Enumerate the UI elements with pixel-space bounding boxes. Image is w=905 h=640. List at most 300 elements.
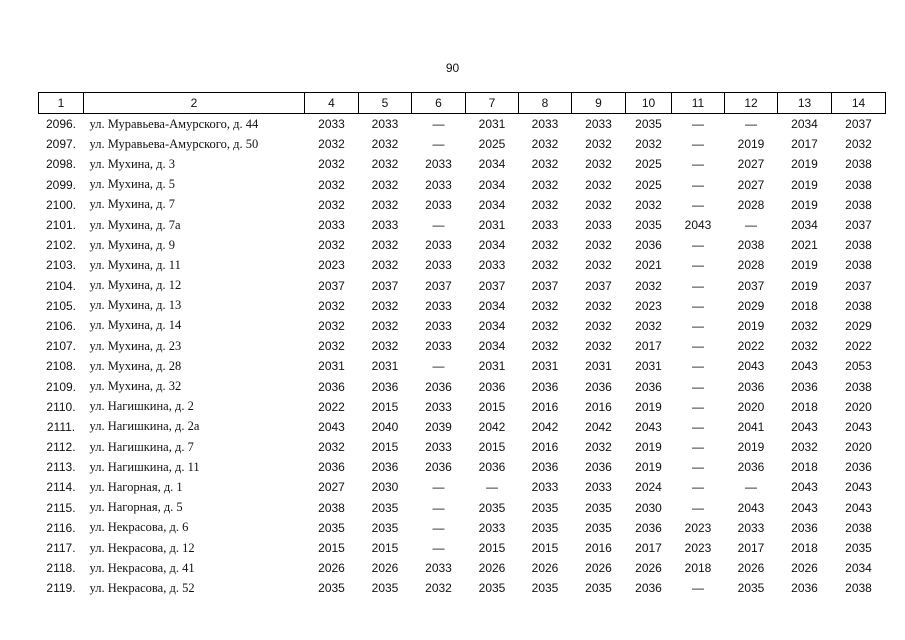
year-cell: 2019 bbox=[791, 197, 818, 212]
row-number: 2110. bbox=[46, 399, 76, 414]
year-cell: 2015 bbox=[478, 399, 506, 414]
year-cell: — bbox=[692, 460, 704, 475]
year-cell: 2037 bbox=[737, 278, 765, 293]
year-cell: 2035 bbox=[585, 500, 612, 515]
year-cell: 2033 bbox=[425, 197, 452, 212]
year-cell: 2033 bbox=[585, 117, 612, 132]
year-cell: 2032 bbox=[635, 318, 662, 333]
year-cell: 2035 bbox=[318, 581, 345, 596]
year-cell: 2022 bbox=[845, 339, 872, 354]
row-number: 2109. bbox=[45, 379, 77, 394]
year-cell: — bbox=[692, 258, 704, 273]
year-cell: 2027 bbox=[318, 480, 345, 495]
year-cell: 2032 bbox=[791, 440, 818, 455]
year-cell: 2015 bbox=[531, 541, 559, 556]
table-row bbox=[39, 195, 886, 215]
year-cell: 2019 bbox=[635, 399, 662, 414]
year-cell: 2032 bbox=[425, 581, 452, 596]
address-cell: ул. Нагишкина, д. 11 bbox=[89, 459, 200, 474]
year-cell: 2043 bbox=[318, 419, 345, 434]
year-cell: 2032 bbox=[531, 157, 559, 172]
year-cell: 2042 bbox=[478, 419, 506, 434]
year-cell: 2027 bbox=[737, 177, 765, 192]
address-cell: ул. Нагишкина, д. 7 bbox=[89, 439, 194, 454]
year-cell: 2019 bbox=[635, 440, 662, 455]
year-cell: 2038 bbox=[845, 197, 872, 212]
address-cell: ул. Мухина, д. 14 bbox=[89, 318, 182, 333]
column-header: 13 bbox=[778, 93, 832, 114]
year-cell: 2035 bbox=[478, 500, 506, 515]
year-cell: 2032 bbox=[531, 298, 559, 313]
year-cell: 2037 bbox=[845, 218, 872, 233]
column-header: 6 bbox=[412, 93, 466, 114]
row-number: 2103. bbox=[45, 258, 77, 273]
year-cell: — bbox=[692, 197, 704, 212]
year-cell: 2033 bbox=[425, 157, 452, 172]
year-cell: 2032 bbox=[531, 238, 559, 253]
year-cell: — bbox=[692, 318, 704, 333]
address-cell: ул. Муравьева-Амурского, д. 50 bbox=[89, 136, 259, 151]
year-cell: 2025 bbox=[635, 177, 662, 192]
year-cell: — bbox=[692, 137, 704, 152]
year-cell: — bbox=[692, 117, 704, 132]
year-cell: — bbox=[432, 541, 445, 556]
year-cell: 2024 bbox=[635, 480, 662, 495]
year-cell: 2016 bbox=[585, 541, 612, 556]
year-cell: 2037 bbox=[478, 278, 506, 293]
year-cell: 2032 bbox=[318, 339, 345, 354]
address-cell: ул. Мухина, д. 7а bbox=[89, 217, 181, 232]
year-cell: 2043 bbox=[737, 500, 765, 515]
year-cell: 2036 bbox=[585, 460, 612, 475]
address-cell: ул. Мухина, д. 28 bbox=[89, 358, 182, 373]
column-header: 5 bbox=[359, 93, 412, 114]
address-cell: ул. Мухина, д. 13 bbox=[89, 298, 182, 313]
year-cell: 2032 bbox=[371, 339, 399, 354]
year-cell: 2033 bbox=[425, 339, 452, 354]
table-row bbox=[39, 498, 886, 518]
address-cell: ул. Нагишкина, д. 2 bbox=[89, 399, 194, 414]
row-number: 2106. bbox=[45, 318, 77, 333]
year-cell: 2032 bbox=[371, 137, 399, 152]
year-cell: 2032 bbox=[635, 278, 662, 293]
year-cell: 2026 bbox=[585, 561, 612, 576]
year-cell: 2015 bbox=[478, 541, 506, 556]
year-cell: 2043 bbox=[684, 218, 712, 233]
table-row bbox=[39, 235, 886, 255]
year-cell: 2032 bbox=[531, 137, 559, 152]
year-cell: 2033 bbox=[478, 520, 506, 535]
table-row bbox=[39, 457, 886, 477]
address-cell: ул. Нагорная, д. 1 bbox=[89, 479, 183, 494]
year-cell: 2015 bbox=[371, 399, 399, 414]
year-cell: — bbox=[432, 218, 445, 233]
year-cell: 2037 bbox=[845, 278, 872, 293]
year-cell: 2032 bbox=[585, 157, 612, 172]
year-cell: 2035 bbox=[635, 218, 662, 233]
year-cell: — bbox=[692, 177, 704, 192]
column-header: 10 bbox=[626, 93, 672, 114]
year-cell: 2038 bbox=[845, 177, 872, 192]
year-cell: 2026 bbox=[318, 561, 345, 576]
year-cell: 2032 bbox=[318, 177, 345, 192]
column-header: 12 bbox=[725, 93, 778, 114]
year-cell: 2037 bbox=[531, 278, 559, 293]
year-cell: 2034 bbox=[478, 318, 506, 333]
year-cell: 2033 bbox=[371, 117, 399, 132]
year-cell: 2022 bbox=[737, 339, 765, 354]
year-cell: — bbox=[432, 117, 445, 132]
row-number: 2102. bbox=[45, 238, 77, 253]
table-row bbox=[39, 215, 886, 235]
year-cell: 2036 bbox=[478, 460, 506, 475]
year-cell: 2036 bbox=[531, 379, 559, 394]
year-cell: 2032 bbox=[585, 177, 612, 192]
year-cell: 2033 bbox=[585, 480, 612, 495]
year-cell: 2034 bbox=[478, 339, 506, 354]
year-cell: 2031 bbox=[371, 359, 399, 374]
year-cell: — bbox=[432, 137, 445, 152]
year-cell: — bbox=[692, 581, 704, 596]
row-number: 2096. bbox=[45, 117, 77, 132]
year-cell: 2032 bbox=[585, 440, 612, 455]
year-cell: 2033 bbox=[425, 177, 452, 192]
year-cell: 2033 bbox=[425, 561, 452, 576]
year-cell: 2028 bbox=[737, 258, 765, 273]
year-cell: — bbox=[692, 339, 704, 354]
year-cell: — bbox=[692, 480, 704, 495]
year-cell: 2025 bbox=[478, 137, 506, 152]
year-cell: 2037 bbox=[845, 117, 872, 132]
year-cell: 2036 bbox=[371, 460, 399, 475]
row-number: 2101. bbox=[45, 218, 77, 233]
year-cell: 2035 bbox=[371, 581, 399, 596]
year-cell: 2019 bbox=[791, 177, 818, 192]
year-cell: 2019 bbox=[737, 440, 765, 455]
address-cell: ул. Муравьева-Амурского, д. 44 bbox=[89, 116, 259, 131]
year-cell: 2035 bbox=[531, 520, 559, 535]
year-cell: 2028 bbox=[737, 197, 765, 212]
year-cell: 2043 bbox=[845, 480, 872, 495]
year-cell: 2035 bbox=[531, 581, 559, 596]
address-cell: ул. Мухина, д. 3 bbox=[89, 156, 176, 171]
year-cell: — bbox=[692, 500, 704, 515]
year-cell: 2023 bbox=[684, 520, 712, 535]
year-cell: 2027 bbox=[737, 157, 765, 172]
year-cell: 2036 bbox=[531, 460, 559, 475]
row-number: 2115. bbox=[46, 500, 76, 515]
row-number: 2118. bbox=[46, 561, 76, 576]
year-cell: 2031 bbox=[478, 359, 506, 374]
year-cell: 2036 bbox=[737, 460, 765, 475]
year-cell: 2038 bbox=[845, 298, 872, 313]
address-cell: ул. Мухина, д. 7 bbox=[89, 197, 176, 212]
year-cell: 2032 bbox=[318, 157, 345, 172]
year-cell: 2026 bbox=[478, 561, 506, 576]
year-cell: 2032 bbox=[371, 238, 399, 253]
year-cell: 2032 bbox=[371, 318, 399, 333]
year-cell: 2016 bbox=[531, 440, 559, 455]
table-row bbox=[39, 316, 886, 336]
year-cell: 2015 bbox=[371, 440, 399, 455]
year-cell: 2032 bbox=[791, 318, 818, 333]
year-cell: 2018 bbox=[791, 460, 818, 475]
year-cell: 2034 bbox=[845, 561, 872, 576]
year-cell: 2026 bbox=[791, 561, 818, 576]
year-cell: 2032 bbox=[318, 197, 345, 212]
table-row bbox=[39, 578, 886, 598]
year-cell: 2038 bbox=[845, 238, 872, 253]
address-cell: ул. Мухина, д. 5 bbox=[89, 177, 176, 192]
year-cell: — bbox=[692, 238, 704, 253]
year-cell: — bbox=[692, 359, 704, 374]
year-cell: 2035 bbox=[371, 500, 399, 515]
year-cell: 2032 bbox=[531, 339, 559, 354]
year-cell: 2043 bbox=[791, 419, 818, 434]
year-cell: 2017 bbox=[635, 541, 662, 556]
year-cell: 2035 bbox=[478, 581, 506, 596]
year-cell: 2032 bbox=[585, 258, 612, 273]
schedule-table bbox=[38, 92, 886, 599]
year-cell: — bbox=[432, 359, 445, 374]
year-cell: — bbox=[745, 117, 757, 132]
year-cell: 2034 bbox=[478, 238, 506, 253]
year-cell: 2034 bbox=[478, 298, 506, 313]
year-cell: 2042 bbox=[585, 419, 612, 434]
row-number: 2117. bbox=[46, 541, 76, 556]
table-row bbox=[39, 397, 886, 417]
year-cell: 2033 bbox=[425, 258, 452, 273]
address-cell: ул. Мухина, д. 11 bbox=[89, 257, 181, 272]
year-cell: 2038 bbox=[318, 500, 345, 515]
year-cell: 2031 bbox=[478, 117, 506, 132]
year-cell: 2032 bbox=[318, 298, 345, 313]
address-cell: ул. Нагишкина, д. 2а bbox=[89, 419, 200, 434]
year-cell: 2034 bbox=[478, 157, 506, 172]
year-cell: 2035 bbox=[635, 117, 662, 132]
year-cell: 2029 bbox=[737, 298, 765, 313]
row-number: 2099. bbox=[45, 177, 77, 192]
year-cell: 2015 bbox=[478, 440, 506, 455]
year-cell: 2032 bbox=[531, 177, 559, 192]
year-cell: 2036 bbox=[318, 460, 345, 475]
year-cell: 2023 bbox=[684, 541, 712, 556]
year-cell: 2033 bbox=[585, 218, 612, 233]
table-row bbox=[39, 376, 886, 396]
year-cell: 2032 bbox=[371, 157, 399, 172]
year-cell: 2033 bbox=[318, 117, 345, 132]
row-number: 2112. bbox=[46, 440, 76, 455]
row-number: 2097. bbox=[45, 137, 77, 152]
year-cell: 2043 bbox=[845, 419, 872, 434]
year-cell: 2035 bbox=[737, 581, 765, 596]
year-cell: 2037 bbox=[318, 278, 345, 293]
table-row bbox=[39, 114, 886, 135]
year-cell: 2032 bbox=[635, 197, 662, 212]
year-cell: 2032 bbox=[635, 137, 662, 152]
year-cell: 2016 bbox=[585, 399, 612, 414]
row-number: 2105. bbox=[45, 298, 77, 313]
year-cell: 2021 bbox=[791, 238, 818, 253]
year-cell: 2036 bbox=[845, 460, 872, 475]
table-row bbox=[39, 134, 886, 154]
year-cell: 2031 bbox=[635, 359, 662, 374]
year-cell: 2018 bbox=[791, 399, 818, 414]
year-cell: 2032 bbox=[585, 298, 612, 313]
year-cell: 2035 bbox=[585, 520, 612, 535]
year-cell: 2034 bbox=[478, 177, 506, 192]
column-header: 14 bbox=[832, 93, 886, 114]
table-row bbox=[39, 336, 886, 356]
year-cell: 2032 bbox=[845, 137, 872, 152]
year-cell: 2033 bbox=[478, 258, 506, 273]
year-cell: 2036 bbox=[318, 379, 345, 394]
year-cell: 2020 bbox=[845, 399, 872, 414]
year-cell: 2037 bbox=[585, 278, 612, 293]
year-cell: 2032 bbox=[371, 298, 399, 313]
address-cell: ул. Некрасова, д. 6 bbox=[89, 520, 189, 535]
row-number: 2119. bbox=[46, 581, 76, 596]
year-cell: 2019 bbox=[737, 318, 765, 333]
year-cell: 2032 bbox=[318, 137, 345, 152]
table-row bbox=[39, 477, 886, 497]
address-cell: ул. Мухина, д. 9 bbox=[89, 237, 176, 252]
year-cell: 2035 bbox=[318, 520, 345, 535]
year-cell: 2038 bbox=[845, 581, 872, 596]
year-cell: — bbox=[745, 218, 757, 233]
year-cell: 2018 bbox=[791, 298, 818, 313]
year-cell: 2019 bbox=[791, 278, 818, 293]
year-cell: 2036 bbox=[791, 379, 818, 394]
year-cell: 2020 bbox=[737, 399, 765, 414]
column-header: 8 bbox=[519, 93, 572, 114]
table-row bbox=[39, 296, 886, 316]
address-cell: ул. Мухина, д. 12 bbox=[89, 278, 182, 293]
year-cell: 2032 bbox=[585, 339, 612, 354]
year-cell: 2021 bbox=[635, 258, 662, 273]
year-cell: 2036 bbox=[635, 379, 662, 394]
year-cell: 2042 bbox=[531, 419, 559, 434]
year-cell: 2032 bbox=[585, 238, 612, 253]
year-cell: 2032 bbox=[531, 258, 559, 273]
year-cell: 2032 bbox=[371, 258, 399, 273]
year-cell: 2036 bbox=[791, 581, 818, 596]
year-cell: — bbox=[745, 480, 757, 495]
year-cell: 2032 bbox=[371, 177, 399, 192]
table-row bbox=[39, 175, 886, 195]
year-cell: 2023 bbox=[635, 298, 662, 313]
year-cell: 2033 bbox=[425, 298, 452, 313]
year-cell: 2041 bbox=[737, 419, 765, 434]
year-cell: — bbox=[692, 157, 704, 172]
year-cell: — bbox=[486, 480, 498, 495]
year-cell: 2033 bbox=[425, 318, 452, 333]
year-cell: 2015 bbox=[318, 541, 345, 556]
year-cell: 2036 bbox=[371, 379, 399, 394]
year-cell: 2034 bbox=[791, 218, 818, 233]
year-cell: 2033 bbox=[425, 238, 452, 253]
year-cell: 2033 bbox=[318, 218, 345, 233]
year-cell: 2038 bbox=[845, 157, 872, 172]
year-cell: — bbox=[692, 278, 704, 293]
year-cell: 2015 bbox=[371, 541, 399, 556]
year-cell: 2033 bbox=[425, 440, 452, 455]
year-cell: 2037 bbox=[425, 278, 452, 293]
table-row bbox=[39, 518, 886, 538]
row-number: 2098. bbox=[45, 157, 77, 172]
year-cell: 2030 bbox=[635, 500, 662, 515]
table-row bbox=[39, 356, 886, 376]
column-header: 2 bbox=[84, 93, 305, 114]
row-number: 2113. bbox=[46, 460, 76, 475]
year-cell: 2032 bbox=[318, 440, 345, 455]
table-row bbox=[39, 437, 886, 457]
year-cell: 2032 bbox=[791, 339, 818, 354]
table-row bbox=[39, 154, 886, 174]
year-cell: 2034 bbox=[791, 117, 818, 132]
year-cell: — bbox=[692, 298, 704, 313]
year-cell: 2043 bbox=[635, 419, 662, 434]
year-cell: 2026 bbox=[635, 561, 662, 576]
column-header: 1 bbox=[39, 93, 84, 114]
year-cell: 2019 bbox=[791, 258, 818, 273]
year-cell: 2017 bbox=[635, 339, 662, 354]
table-body bbox=[39, 114, 886, 599]
year-cell: 2035 bbox=[371, 520, 399, 535]
year-cell: 2043 bbox=[791, 480, 818, 495]
year-cell: 2030 bbox=[371, 480, 399, 495]
year-cell: 2033 bbox=[531, 218, 559, 233]
year-cell: 2036 bbox=[635, 520, 662, 535]
year-cell: 2017 bbox=[737, 541, 765, 556]
year-cell: 2036 bbox=[737, 379, 765, 394]
column-header: 11 bbox=[672, 93, 725, 114]
column-header: 4 bbox=[305, 93, 359, 114]
year-cell: 2026 bbox=[531, 561, 559, 576]
year-cell: 2029 bbox=[845, 318, 872, 333]
year-cell: 2036 bbox=[635, 581, 662, 596]
year-cell: 2032 bbox=[531, 318, 559, 333]
year-cell: 2019 bbox=[791, 157, 818, 172]
year-cell: 2018 bbox=[684, 561, 712, 576]
year-cell: 2036 bbox=[635, 238, 662, 253]
year-cell: 2019 bbox=[635, 460, 662, 475]
year-cell: 2026 bbox=[737, 561, 765, 576]
row-number: 2114. bbox=[46, 480, 76, 495]
year-cell: 2016 bbox=[531, 399, 559, 414]
year-cell: 2019 bbox=[737, 137, 765, 152]
year-cell: 2032 bbox=[585, 318, 612, 333]
address-cell: ул. Мухина, д. 23 bbox=[89, 338, 182, 353]
year-cell: 2034 bbox=[478, 197, 506, 212]
year-cell: — bbox=[692, 399, 704, 414]
year-cell: 2031 bbox=[478, 218, 506, 233]
page-number: 90 bbox=[445, 61, 460, 75]
year-cell: — bbox=[692, 419, 704, 434]
year-cell: 2032 bbox=[531, 197, 559, 212]
year-cell: 2035 bbox=[585, 581, 612, 596]
year-cell: 2043 bbox=[791, 359, 818, 374]
year-cell: 2043 bbox=[737, 359, 765, 374]
year-cell: 2033 bbox=[531, 117, 559, 132]
year-cell: 2022 bbox=[318, 399, 345, 414]
year-cell: 2053 bbox=[845, 359, 872, 374]
row-number: 2116. bbox=[46, 520, 76, 535]
year-cell: 2033 bbox=[425, 399, 452, 414]
year-cell: 2036 bbox=[425, 460, 452, 475]
year-cell: 2038 bbox=[845, 258, 872, 273]
year-cell: 2036 bbox=[425, 379, 452, 394]
